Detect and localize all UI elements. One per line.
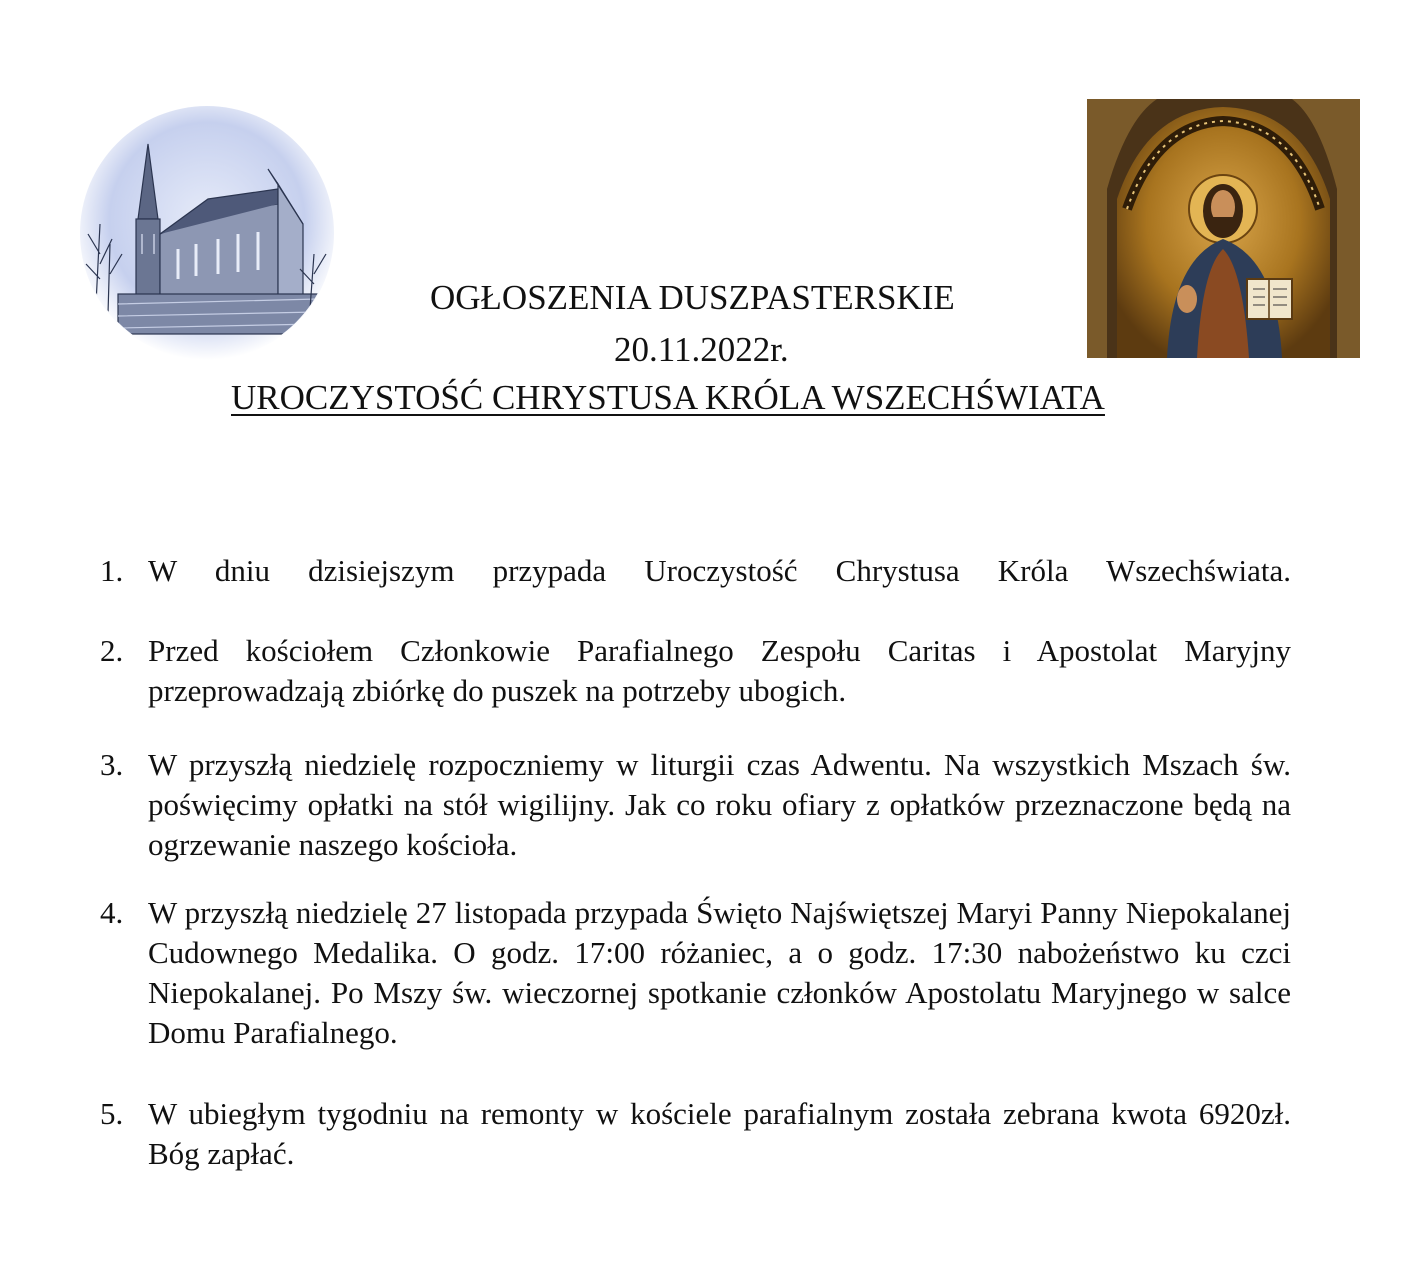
list-item-text: W ubiegłym tygodniu na remonty w kościele parafialnym została zebrana kwota 6920zł. Bóg zapłać. bbox=[148, 1096, 1291, 1171]
list-item-number: 5. bbox=[100, 1096, 124, 1131]
church-drawing-icon bbox=[78, 104, 336, 362]
list-item bbox=[100, 1094, 1291, 1174]
christ-pantocrator-mosaic-icon bbox=[1087, 99, 1360, 358]
list-item-number: 4. bbox=[100, 895, 124, 930]
page-title: OGŁOSZENIA DUSZPASTERSKIE bbox=[430, 278, 955, 317]
list-item-text: W dniu dzisiejszym przypada Uroczystość Chrystusa Króla Wszechświata. bbox=[148, 553, 1291, 588]
list-item bbox=[100, 551, 1291, 591]
list-item bbox=[100, 745, 1291, 865]
list-item-number: 3. bbox=[100, 747, 124, 782]
list-item-text: Przed kościołem Członkowie Parafialnego Zespołu Caritas i Apostolat Maryjny przeprowadzają zbiórkę do puszek na potrzeby ubogich. bbox=[148, 633, 1291, 708]
list-item-number: 2. bbox=[100, 633, 124, 668]
page-subtitle: UROCZYSTOŚĆ CHRYSTUSA KRÓLA WSZECHŚWIATA bbox=[231, 378, 1105, 417]
list-item bbox=[100, 631, 1291, 711]
list-item-number: 1. bbox=[100, 553, 124, 588]
list-item bbox=[100, 893, 1291, 1053]
list-item-text: W przyszłą niedzielę 27 listopada przypada Święto Najświętszej Maryi Panny Niepokalanej Cudownego Medalika. O godz. 17:00 różaniec, a o godz. 17:30 nabożeństwo ku czci Niepokalanej. Po Mszy św. wieczornej spotkanie członków Apostolatu Maryjnego w salce Domu Parafialnego. bbox=[148, 895, 1291, 1050]
page-date: 20.11.2022r. bbox=[614, 330, 789, 369]
list-item-text: W przyszłą niedzielę rozpoczniemy w liturgii czas Adwentu. Na wszystkich Mszach św. poświęcimy opłatki na stół wigilijny. Jak co roku ofiary z opłatków przeznaczone będą na ogrzewanie naszego kościoła. bbox=[148, 747, 1291, 862]
